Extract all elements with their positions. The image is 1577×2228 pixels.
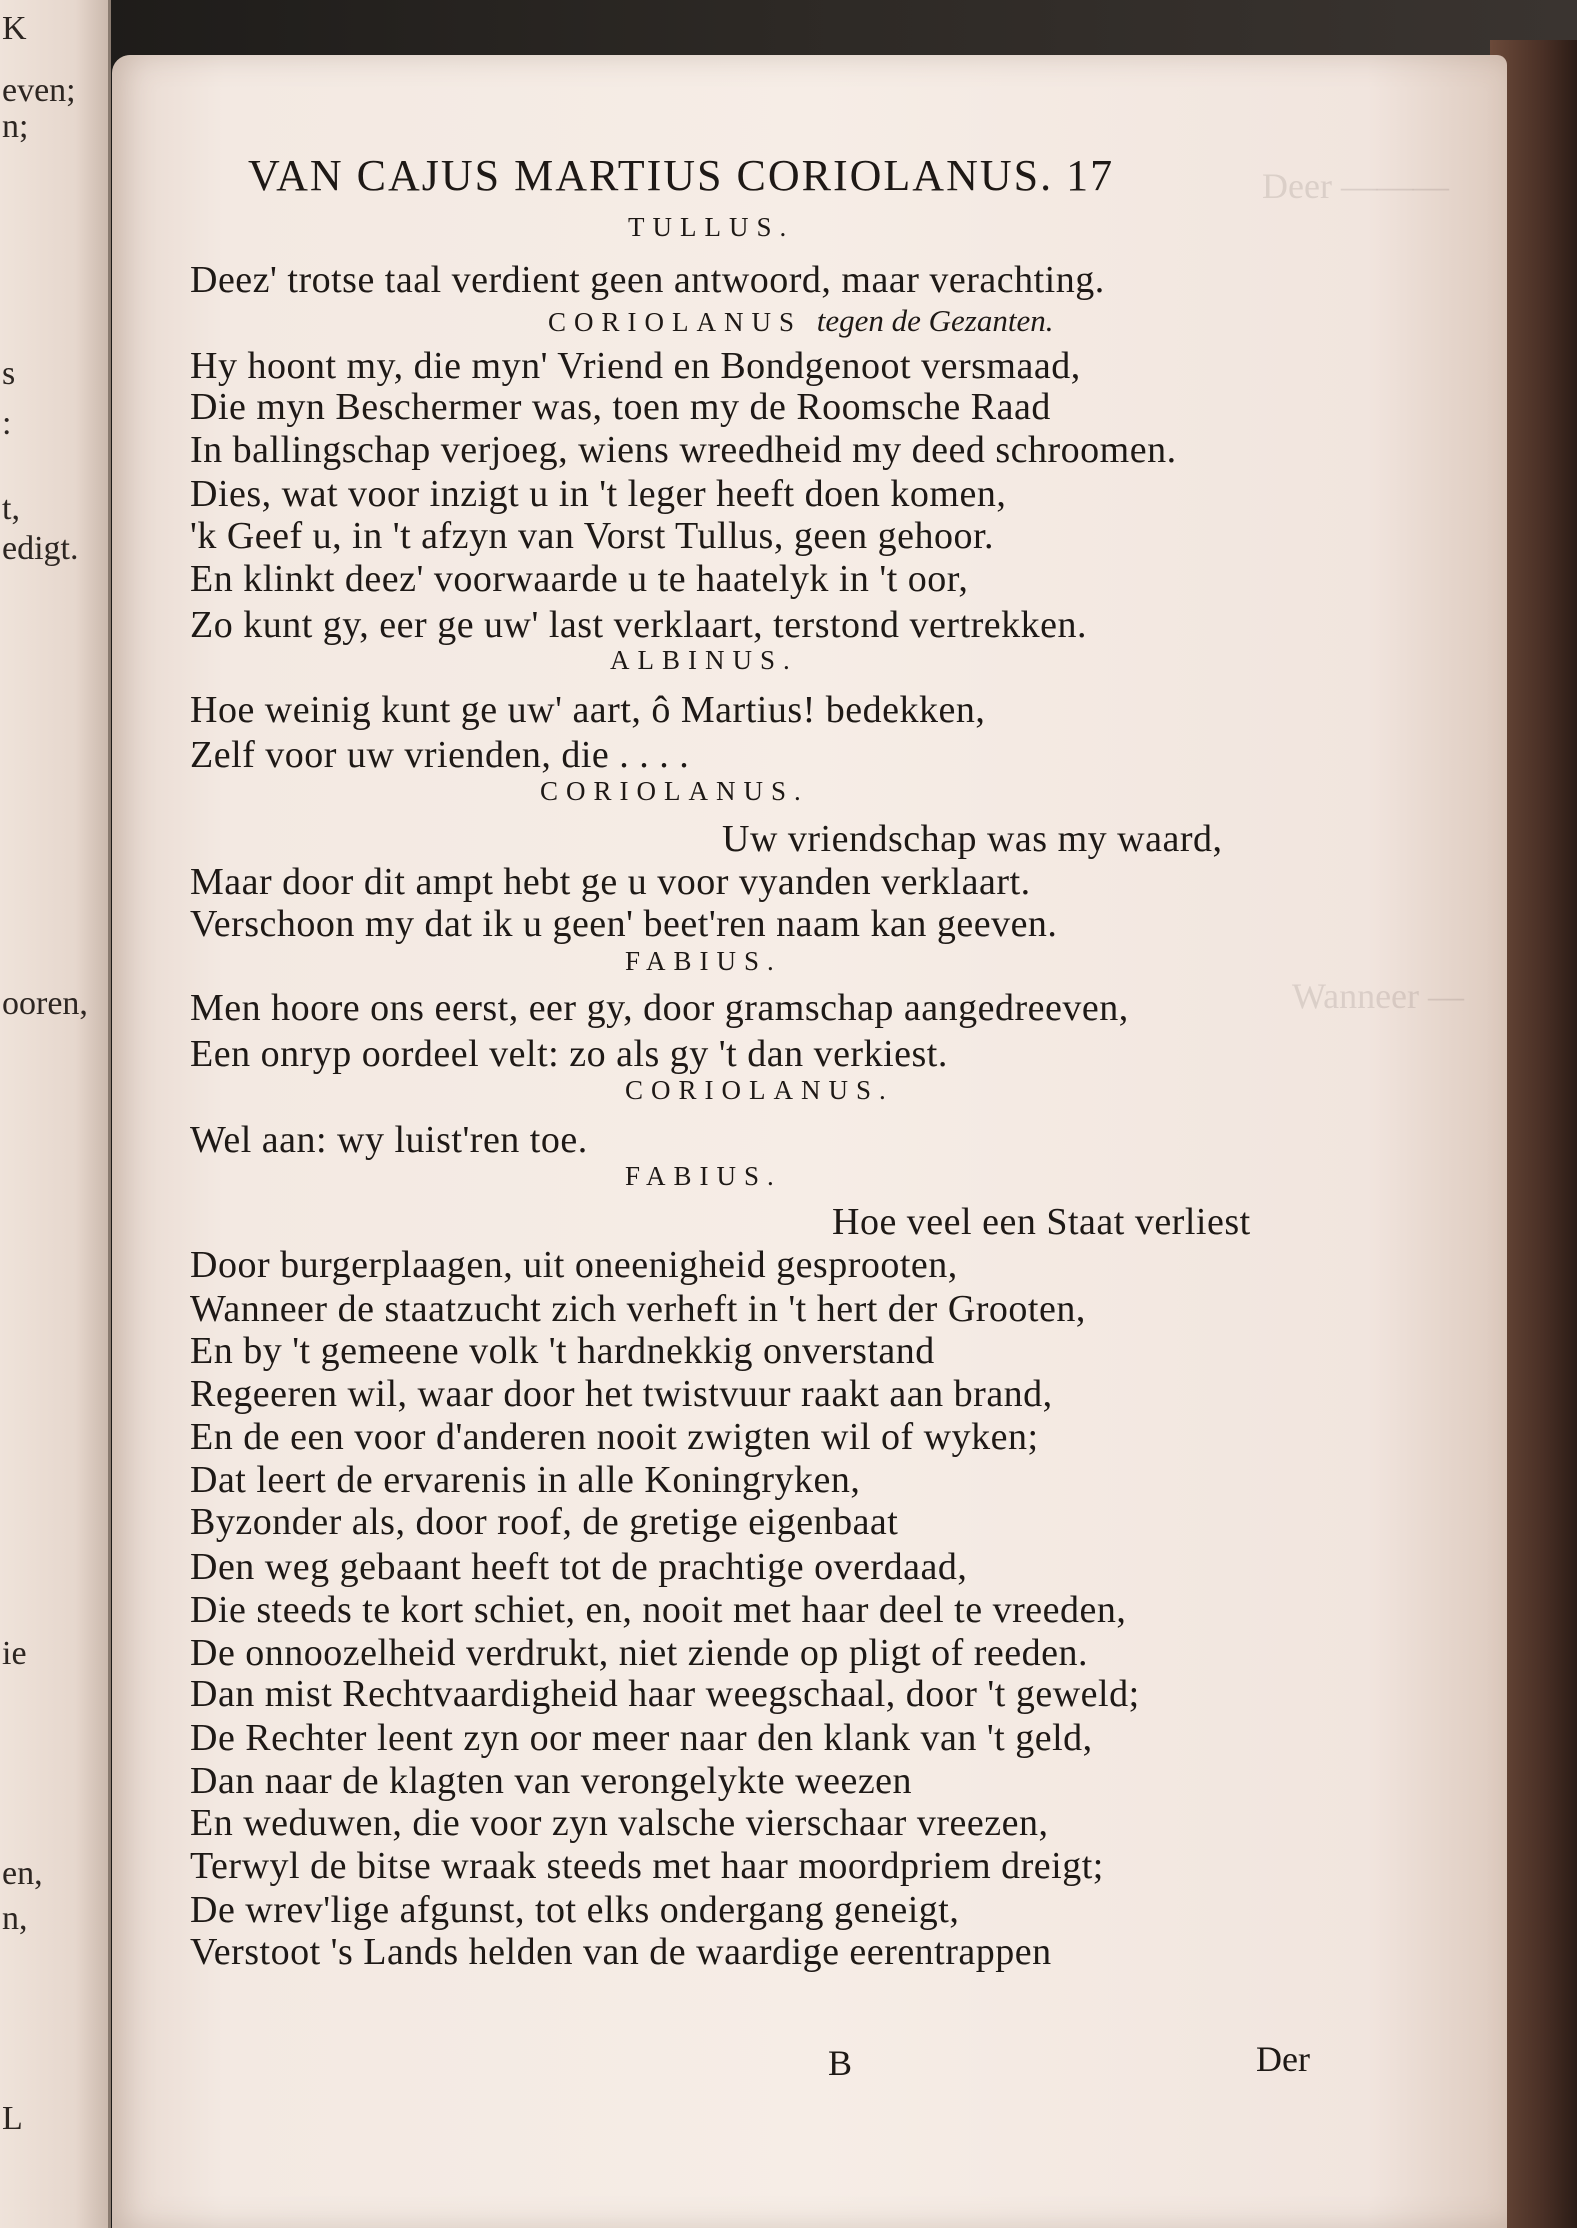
verse-line: Dat leert de ervarenis in alle Koningryken,: [190, 1459, 861, 1501]
verse-line: Een onryp oordeel velt: zo als gy 't dan verkiest.: [190, 1033, 948, 1075]
verse-line: Dan naar de klagten van verongelykte weezen: [190, 1760, 913, 1802]
verse-line: En weduwen, die voor zyn valsche vierschaar vreezen,: [190, 1802, 1049, 1844]
verse-line: Dan mist Rechtvaardigheid haar weegschaal, door 't geweld;: [190, 1673, 1140, 1715]
verse-line: De onnoozelheid verdrukt, niet ziende op pligt of reeden.: [190, 1632, 1088, 1674]
verse-line: Verschoon my dat ik u geen' beet'ren naam kan geeven.: [190, 903, 1058, 945]
verse-line: In ballingschap verjoeg, wiens wreedheid my deed schroomen.: [190, 429, 1177, 471]
verse-line: Wanneer de staatzucht zich verheft in 't hert der Grooten,: [190, 1288, 1086, 1330]
verse-line: Byzonder als, door roof, de gretige eigenbaat: [190, 1501, 899, 1543]
signature-mark: B: [828, 2043, 853, 2083]
left-page-fragment: L: [2, 2100, 23, 2137]
speaker-name: CORIOLANUS.: [540, 776, 809, 806]
verse-line: Uw vriendschap was my waard,: [722, 818, 1223, 860]
left-page-fragment: ooren,: [2, 985, 88, 1022]
verse-line: Men hoore ons eerst, eer gy, door gramschap aangedreeven,: [190, 987, 1129, 1029]
verse-line: En by 't gemeene volk 't hardnekkig onverstand: [190, 1330, 935, 1372]
speaker-heading: [540, 776, 809, 807]
verse-line: Wel aan: wy luist'ren toe.: [190, 1119, 588, 1161]
verse-line: Deez' trotse taal verdient geen antwoord, maar verachting.: [190, 259, 1105, 301]
speaker-heading: [548, 303, 1054, 339]
left-page-fragment: even;: [2, 72, 76, 109]
stage-direction: tegen de Gezanten.: [816, 303, 1054, 338]
speaker-heading: [625, 1075, 894, 1106]
page-number: 17: [1066, 151, 1115, 200]
verse-line: Zelf voor uw vrienden, die . . . .: [190, 734, 690, 776]
verse-line: Zo kunt gy, eer ge uw' last verklaart, terstond vertrekken.: [190, 604, 1088, 646]
left-page-fragment: en,: [2, 1855, 43, 1892]
speaker-name: CORIOLANUS: [548, 307, 803, 337]
verse-line: Regeeren wil, waar door het twistvuur raakt aan brand,: [190, 1373, 1053, 1415]
bleed-through-text: Wanneer —: [1292, 976, 1465, 1016]
bleed-through-text: Deer ———: [1262, 166, 1449, 206]
verse-line: Die steeds te kort schiet, en, nooit met haar deel te vreeden,: [190, 1589, 1127, 1631]
left-page-fragment: t,: [2, 490, 20, 527]
left-page-fragment: s: [2, 355, 16, 392]
left-page-fragment: edigt.: [2, 530, 79, 567]
verse-line: Dies, wat voor inzigt u in 't leger heeft doen komen,: [190, 473, 1007, 515]
left-page-fragment: n,: [2, 1900, 28, 1937]
verse-line: En de een voor d'anderen nooit zwigten wil of wyken;: [190, 1416, 1039, 1458]
verse-line: Hy hoont my, die myn' Vriend en Bondgenoot versmaad,: [190, 345, 1081, 387]
speaker-heading: [628, 212, 794, 243]
verse-line: Maar door dit ampt hebt ge u voor vyanden verklaart.: [190, 861, 1031, 903]
running-header: [248, 150, 1114, 201]
verse-line: De Rechter leent zyn oor meer naar den klank van 't geld,: [190, 1717, 1093, 1759]
verse-line: Verstoot 's Lands helden van de waardige eerentrappen: [190, 1931, 1052, 1973]
verse-line: En klinkt deez' voorwaarde u te haatelyk in 't oor,: [190, 558, 969, 600]
left-page-edge: [0, 0, 111, 2228]
left-page-fragment: n;: [2, 108, 29, 145]
verse-line: De wrev'lige afgunst, tot elks ondergang geneigt,: [190, 1889, 960, 1931]
left-page-fragment: ie: [2, 1635, 27, 1672]
catchword: Der: [1256, 2039, 1310, 2079]
verse-line: Hoe weinig kunt ge uw' aart, ô Martius! bedekken,: [190, 689, 986, 731]
verse-line: Die myn Beschermer was, toen my de Roomsche Raad: [190, 386, 1051, 428]
left-page-fragment: K: [2, 10, 27, 47]
speaker-name: ALBINUS.: [610, 645, 798, 675]
speaker-heading: [625, 1161, 782, 1192]
speaker-name: CORIOLANUS.: [625, 1075, 894, 1105]
verse-line: Door burgerplaagen, uit oneenigheid gesprooten,: [190, 1244, 958, 1286]
verse-line: Hoe veel een Staat verliest: [832, 1201, 1251, 1243]
speaker-name: FABIUS.: [625, 1161, 782, 1191]
speaker-heading: [625, 946, 782, 977]
speaker-heading: [610, 645, 798, 676]
verse-line: 'k Geef u, in 't afzyn van Vorst Tullus, geen gehoor.: [190, 515, 994, 557]
speaker-name: FABIUS.: [625, 946, 782, 976]
left-page-fragment: :: [2, 405, 12, 442]
verse-line: Den weg gebaant heeft tot de prachtige overdaad,: [190, 1546, 968, 1588]
header-title: VAN CAJUS MARTIUS CORIOLANUS.: [248, 151, 1054, 200]
speaker-name: TULLUS.: [628, 212, 795, 242]
verse-line: Terwyl de bitse wraak steeds met haar moordpriem dreigt;: [190, 1845, 1104, 1887]
